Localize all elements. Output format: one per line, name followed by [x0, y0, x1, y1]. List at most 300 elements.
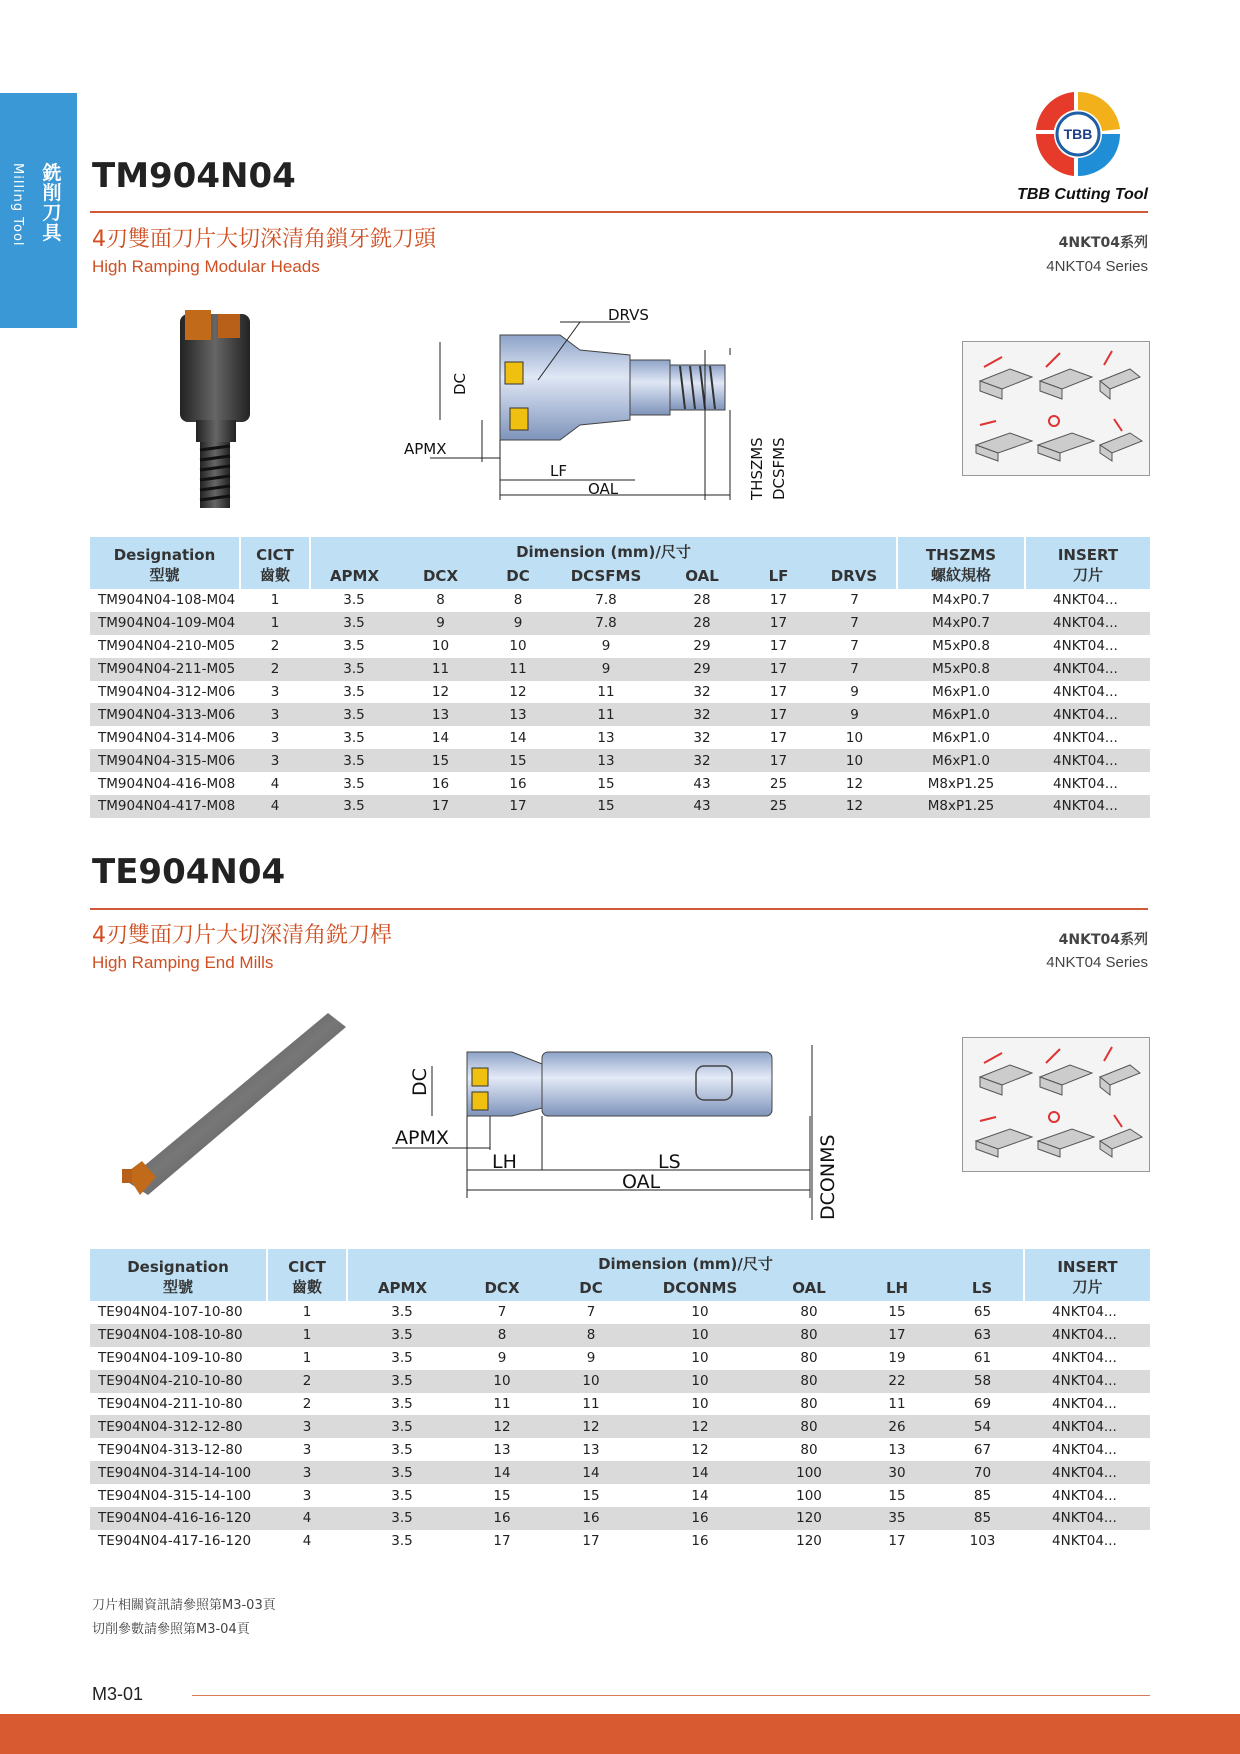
table-cell: 120: [796, 1533, 822, 1550]
label-lh: LH: [492, 1151, 517, 1173]
table-cell: 35: [853, 1507, 941, 1530]
table-cell: 10: [691, 1396, 709, 1412]
brand-name: TBB Cutting Tool: [1017, 186, 1148, 203]
table-cell: 120: [765, 1507, 853, 1530]
table-cell: 13: [888, 1441, 906, 1458]
table-cell: 17: [888, 1533, 906, 1550]
table-cell: 3.5: [343, 729, 365, 746]
table-cell: 9: [586, 1350, 596, 1367]
table-cell: 17: [582, 1533, 600, 1550]
t2-dim-header: OAL: [765, 1275, 853, 1301]
table-cell: 80: [800, 1350, 818, 1367]
footer-rule: [192, 1695, 1150, 1696]
table-cell: 4NKT04...: [1052, 1304, 1117, 1321]
table-cell: 15: [582, 1487, 600, 1504]
table-cell: 10: [812, 749, 897, 772]
table-cell: 85: [941, 1507, 1024, 1530]
table-cell: 3.5: [347, 1461, 457, 1484]
label-dc2: DC: [409, 1068, 431, 1096]
table-cell: 3.5: [347, 1507, 457, 1530]
table-cell: TM904N04-109-M04: [90, 612, 240, 635]
table-cell: 10: [509, 638, 527, 655]
table-cell: 9: [812, 703, 897, 726]
table-cell: 12: [635, 1415, 765, 1438]
table-cell: 13: [398, 703, 483, 726]
table-cell: 15: [493, 1487, 511, 1504]
table-cell: 80: [800, 1304, 818, 1321]
table-cell: TE904N04-107-10-80: [98, 1304, 243, 1321]
table-cell: 3: [302, 1487, 312, 1504]
table-cell: 100: [796, 1487, 822, 1504]
table-cell: 9: [398, 612, 483, 635]
table-cell: 7: [812, 658, 897, 681]
table-cell: 80: [765, 1324, 853, 1347]
table-cell: 15: [483, 749, 553, 772]
table-cell: 69: [973, 1396, 992, 1412]
table-cell: 1: [302, 1350, 312, 1367]
table-cell: 4NKT04...: [1053, 592, 1118, 609]
table-cell: 10: [845, 729, 864, 746]
table-cell: 11: [483, 658, 553, 681]
table-cell: 4NKT04...: [1024, 1461, 1150, 1484]
table-cell: 3.5: [391, 1396, 413, 1412]
th-thszms: THSZMS 螺紋規格: [897, 537, 1025, 589]
table-cell: 7: [850, 592, 859, 609]
table-cell: 16: [457, 1507, 547, 1530]
table-cell: 3.5: [343, 775, 365, 792]
table-cell: 43: [693, 775, 711, 792]
table-cell: TE904N04-312-12-80: [90, 1415, 267, 1438]
table-cell: TM904N04-417-M08: [90, 795, 240, 818]
table-cell: 10: [691, 1350, 709, 1367]
table-row: [90, 681, 1150, 704]
table-cell: 15: [888, 1304, 906, 1321]
th2-dimension: Dimension (mm)/尺寸: [347, 1249, 1024, 1275]
note-insert-ref: 刀片相關資訊請參照第M3-03頁: [92, 1598, 276, 1613]
section1-model: TM904N04: [92, 156, 296, 196]
table-cell: TE904N04-315-14-100: [98, 1487, 252, 1504]
table-cell: 32: [659, 749, 745, 772]
table-cell: 11: [888, 1396, 906, 1412]
t2-dim-header: LS: [941, 1275, 1024, 1301]
table-cell: 4NKT04...: [1053, 729, 1118, 746]
label-thszms: THSZMS: [748, 437, 766, 500]
th2-insert: INSERT 刀片: [1024, 1249, 1150, 1301]
table-cell: 7: [812, 612, 897, 635]
table-cell: 3.5: [391, 1304, 413, 1321]
table-cell: 1: [240, 612, 310, 635]
table-cell: 13: [553, 749, 659, 772]
table-cell: TE904N04-211-10-80: [98, 1396, 243, 1412]
section2-series-zh: 4NKT04系列: [1058, 932, 1148, 948]
table-cell: 3.5: [391, 1441, 413, 1458]
table-cell: TM904N04-108-M04: [98, 592, 236, 609]
table-cell: 3: [270, 729, 280, 746]
table-cell: 3.5: [310, 612, 398, 635]
label-ls: LS: [658, 1151, 681, 1173]
table-row: [90, 1324, 1150, 1347]
table-row: [90, 1370, 1150, 1393]
th2-cict: CICT 齒數: [267, 1249, 347, 1301]
section1-series-en: 4NKT04 Series: [1046, 258, 1148, 275]
table-cell: 3.5: [343, 684, 365, 700]
table-cell: 29: [659, 658, 745, 681]
table-cell: 17: [483, 795, 553, 818]
table-cell: 7: [497, 1304, 507, 1321]
label-dcsfms: DCSFMS: [770, 437, 788, 500]
table-cell: 3.5: [343, 638, 365, 655]
table-cell: 4NKT04...: [1053, 638, 1118, 655]
table-cell: 9: [850, 684, 859, 700]
side-tab-en: Milling Tool: [10, 163, 25, 247]
t1-dim-header: DC: [483, 563, 553, 589]
modular-head-diagram: [404, 300, 810, 500]
table-row: [90, 749, 1150, 772]
table-cell: 13: [493, 1441, 511, 1458]
table-cell: 12: [812, 795, 897, 818]
table-cell: 10: [431, 638, 450, 655]
t2-dim-header: DC: [547, 1275, 635, 1301]
table-cell: 16: [691, 1533, 709, 1550]
table-cell: 15: [553, 795, 659, 818]
table-cell: 11: [582, 1396, 600, 1412]
table-cell: 8: [513, 592, 523, 609]
table-cell: 4NKT04...: [1052, 1396, 1117, 1412]
table-cell: M8xP1.25: [927, 775, 995, 792]
label-dc: DC: [451, 372, 469, 395]
table-cell: TE904N04-109-10-80: [98, 1350, 243, 1367]
table-cell: 12: [845, 775, 864, 792]
table-cell: 11: [553, 703, 659, 726]
end-mill-diagram: [392, 1030, 852, 1220]
t2-dim-header: LH: [853, 1275, 941, 1301]
table-cell: 43: [659, 795, 745, 818]
table-cell: 11: [493, 1396, 511, 1412]
table-cell: M6xP1.0: [897, 749, 1025, 772]
table-cell: 4NKT04...: [1025, 749, 1150, 772]
table-cell: 4NKT04...: [1024, 1507, 1150, 1530]
th-dimension: Dimension (mm)/尺寸: [310, 537, 897, 563]
t1-dim-header: LF: [745, 563, 812, 589]
table-cell: 17: [493, 1533, 511, 1550]
label-apmx: APMX: [404, 440, 447, 458]
label-oal2: OAL: [622, 1171, 661, 1193]
table-cell: 15: [888, 1487, 906, 1504]
table-cell: 17: [398, 795, 483, 818]
table-row: [90, 1415, 1150, 1438]
table-row: [90, 635, 1150, 658]
table-cell: M4xP0.7: [932, 592, 990, 609]
table-row: [90, 726, 1150, 749]
table-cell: 12: [431, 684, 450, 700]
section2-series-en: 4NKT04 Series: [1046, 954, 1148, 971]
th-insert: INSERT 刀片: [1025, 537, 1150, 589]
table-cell: 28: [693, 592, 711, 609]
logo-text: TBB: [1063, 126, 1093, 142]
table-cell: 3.5: [310, 795, 398, 818]
table-row: [90, 795, 1150, 818]
table-cell: 7: [586, 1304, 596, 1321]
table-cell: 7.8: [595, 592, 617, 609]
table-cell: 63: [941, 1324, 1024, 1347]
table-cell: 1: [270, 592, 280, 609]
section2-spec-table: [90, 1249, 1150, 1553]
side-tab-zh: 銑削刀具: [42, 162, 62, 244]
table-cell: 4NKT04...: [1052, 1350, 1117, 1367]
table-cell: 85: [973, 1487, 992, 1504]
note-cutting-ref: 切削參數請參照第M3-04頁: [92, 1622, 250, 1637]
table-cell: 12: [691, 1441, 709, 1458]
table-cell: 3.5: [310, 703, 398, 726]
table-cell: 11: [398, 658, 483, 681]
table-cell: 9: [483, 612, 553, 635]
t2-dim-header: APMX: [347, 1275, 457, 1301]
table-cell: 29: [693, 638, 711, 655]
table-cell: 4NKT04...: [1024, 1370, 1150, 1393]
table-cell: 4NKT04...: [1052, 1441, 1117, 1458]
section2-subtitle-en: High Ramping End Mills: [92, 953, 274, 972]
table-cell: 4NKT04...: [1024, 1415, 1150, 1438]
end-mill-photo: [108, 1005, 348, 1205]
table-cell: 17: [769, 684, 788, 700]
table-cell: 3.5: [347, 1370, 457, 1393]
table-cell: 4NKT04...: [1052, 1487, 1117, 1504]
section2-rule: [90, 908, 1148, 910]
table-cell: 14: [547, 1461, 635, 1484]
table-cell: 65: [973, 1304, 992, 1321]
table-cell: 3: [302, 1441, 312, 1458]
table-cell: TM904N04-211-M05: [90, 658, 240, 681]
table-cell: TE904N04-417-16-120: [98, 1533, 252, 1550]
table-cell: 3.5: [343, 592, 365, 609]
table-cell: 17: [769, 592, 788, 609]
table-cell: 100: [765, 1461, 853, 1484]
table-cell: 103: [969, 1533, 996, 1550]
table-cell: TM904N04-416-M08: [98, 775, 236, 792]
table-cell: 80: [765, 1370, 853, 1393]
table-cell: 17: [745, 658, 812, 681]
table-cell: 2: [302, 1396, 312, 1412]
table-cell: 15: [398, 749, 483, 772]
section1-series-zh: 4NKT04系列: [1058, 235, 1148, 251]
table-cell: TM904N04-315-M06: [90, 749, 240, 772]
table-cell: 4: [302, 1533, 312, 1550]
table-cell: 17: [745, 749, 812, 772]
table-cell: 4NKT04...: [1053, 684, 1118, 700]
table-cell: 80: [765, 1415, 853, 1438]
table-cell: 3.5: [391, 1350, 413, 1367]
table-cell: 10: [635, 1324, 765, 1347]
tbb-logo: [1028, 84, 1128, 184]
table-cell: TE904N04-313-12-80: [98, 1441, 243, 1458]
table-cell: 9: [601, 638, 611, 655]
table-cell: 7.8: [553, 612, 659, 635]
table-cell: 17: [769, 729, 788, 746]
table-cell: 17: [769, 638, 788, 655]
table-cell: TM904N04-312-M06: [98, 684, 236, 700]
table-cell: 3.5: [310, 749, 398, 772]
table-cell: 12: [547, 1415, 635, 1438]
table-cell: 32: [693, 729, 711, 746]
table-cell: 54: [941, 1415, 1024, 1438]
table-cell: 12: [457, 1415, 547, 1438]
table-cell: M5xP0.8: [897, 658, 1025, 681]
table-cell: 7: [850, 638, 859, 655]
table-cell: 14: [431, 729, 450, 746]
table-cell: M6xP1.0: [932, 729, 990, 746]
table-cell: 4NKT04...: [1024, 1324, 1150, 1347]
t1-dim-header: DCX: [398, 563, 483, 589]
table-cell: 2: [270, 638, 280, 655]
table-cell: 16: [509, 775, 527, 792]
table-cell: 3: [267, 1415, 347, 1438]
side-tab: [0, 93, 77, 328]
table-cell: 10: [691, 1304, 709, 1321]
table-cell: 8: [457, 1324, 547, 1347]
table-row: [90, 1347, 1150, 1370]
table-cell: 32: [693, 684, 711, 700]
table-cell: 25: [769, 775, 788, 792]
table-cell: 9: [497, 1350, 507, 1367]
table-cell: 3: [240, 749, 310, 772]
table-cell: 3: [267, 1461, 347, 1484]
table-row: [90, 1507, 1150, 1530]
table-cell: 13: [483, 703, 553, 726]
table-cell: M8xP1.25: [897, 795, 1025, 818]
label-oal: OAL: [588, 480, 619, 498]
table-cell: TM904N04-314-M06: [98, 729, 236, 746]
table-cell: 15: [597, 775, 615, 792]
table-cell: M6xP1.0: [932, 684, 990, 700]
table-cell: 61: [973, 1350, 992, 1367]
th-cict: CICT 齒數: [240, 537, 310, 589]
table-cell: 3.5: [310, 658, 398, 681]
table-cell: 16: [431, 775, 450, 792]
table-cell: 4NKT04...: [1025, 612, 1150, 635]
label-lf: LF: [550, 462, 567, 480]
table-cell: 11: [597, 684, 615, 700]
table-cell: 4NKT04...: [1025, 658, 1150, 681]
section1-rule: [90, 211, 1148, 213]
t1-dim-header: DCSFMS: [553, 563, 659, 589]
table-cell: 4: [240, 795, 310, 818]
section2-subtitle-zh: 4刃雙面刀片大切深清角銑刀桿: [92, 923, 392, 948]
table-cell: TE904N04-416-16-120: [90, 1507, 267, 1530]
table-cell: 3.5: [347, 1415, 457, 1438]
table-cell: 2: [240, 658, 310, 681]
t1-dim-header: DRVS: [812, 563, 897, 589]
th2-designation: Designation 型號: [90, 1249, 267, 1301]
label-drvs: DRVS: [608, 306, 649, 324]
t1-dim-header: OAL: [659, 563, 745, 589]
table-cell: 10: [457, 1370, 547, 1393]
table-cell: 17: [745, 703, 812, 726]
table-cell: 3: [270, 684, 280, 700]
table-cell: M6xP1.0: [897, 703, 1025, 726]
table-cell: 4NKT04...: [1052, 1533, 1117, 1550]
table-row: [90, 703, 1150, 726]
t2-dim-header: DCONMS: [635, 1275, 765, 1301]
table-cell: 17: [853, 1324, 941, 1347]
section2-model: TE904N04: [92, 852, 286, 892]
table-cell: 22: [853, 1370, 941, 1393]
table-cell: 13: [582, 1441, 600, 1458]
table-row: [90, 658, 1150, 681]
table-cell: 70: [941, 1461, 1024, 1484]
application-icons-2: [962, 1037, 1150, 1172]
table-cell: 3.5: [391, 1533, 413, 1550]
table-row: [90, 612, 1150, 635]
table-cell: 25: [745, 795, 812, 818]
table-cell: 17: [745, 612, 812, 635]
table-cell: 9: [553, 658, 659, 681]
table-cell: 14: [691, 1487, 709, 1504]
label-apmx2: APMX: [395, 1127, 449, 1149]
table-cell: 4NKT04...: [1053, 775, 1118, 792]
table-cell: 28: [659, 612, 745, 635]
table-cell: 3.5: [391, 1487, 413, 1504]
table-cell: 10: [547, 1370, 635, 1393]
table-cell: 80: [800, 1441, 818, 1458]
section1-subtitle-zh: 4刃雙面刀片大切深清角鎖牙銑刀頭: [92, 227, 436, 252]
table-cell: 16: [547, 1507, 635, 1530]
table-cell: 80: [800, 1396, 818, 1412]
table-cell: M4xP0.7: [897, 612, 1025, 635]
table-row: [90, 1301, 1150, 1324]
table-cell: 14: [509, 729, 527, 746]
table-cell: 8: [436, 592, 445, 609]
section1-spec-table: [90, 537, 1150, 818]
table-cell: 67: [973, 1441, 992, 1458]
table-row: [90, 1393, 1150, 1416]
table-cell: TM904N04-313-M06: [90, 703, 240, 726]
table-cell: 16: [635, 1507, 765, 1530]
table-row: [90, 1530, 1150, 1553]
label-dconms: DCONMS: [817, 1134, 839, 1220]
table-cell: TE904N04-108-10-80: [90, 1324, 267, 1347]
table-row: [90, 1484, 1150, 1507]
table-cell: 26: [853, 1415, 941, 1438]
page-number: M3-01: [92, 1684, 144, 1704]
th-designation: Designation 型號: [90, 537, 240, 589]
table-cell: 1: [267, 1324, 347, 1347]
table-cell: 10: [635, 1370, 765, 1393]
table-cell: 14: [635, 1461, 765, 1484]
table-cell: 13: [597, 729, 615, 746]
table-cell: 19: [888, 1350, 906, 1367]
table-cell: 3: [240, 703, 310, 726]
table-cell: 4NKT04...: [1025, 795, 1150, 818]
t2-dim-header: DCX: [457, 1275, 547, 1301]
t1-dim-header: APMX: [310, 563, 398, 589]
table-cell: 4: [270, 775, 280, 792]
table-cell: TM904N04-210-M05: [98, 638, 236, 655]
table-cell: 4NKT04...: [1025, 703, 1150, 726]
application-icons-1: [962, 341, 1150, 476]
table-cell: 2: [267, 1370, 347, 1393]
table-cell: 12: [509, 684, 527, 700]
table-cell: TE904N04-210-10-80: [90, 1370, 267, 1393]
section1-subtitle-en: High Ramping Modular Heads: [92, 257, 320, 276]
table-cell: TE904N04-314-14-100: [90, 1461, 267, 1484]
table-cell: 1: [302, 1304, 312, 1321]
table-cell: 3.5: [347, 1324, 457, 1347]
table-cell: 58: [941, 1370, 1024, 1393]
table-cell: 8: [547, 1324, 635, 1347]
table-row: [90, 589, 1150, 612]
table-cell: 30: [853, 1461, 941, 1484]
footer-bar: [0, 1714, 1240, 1754]
